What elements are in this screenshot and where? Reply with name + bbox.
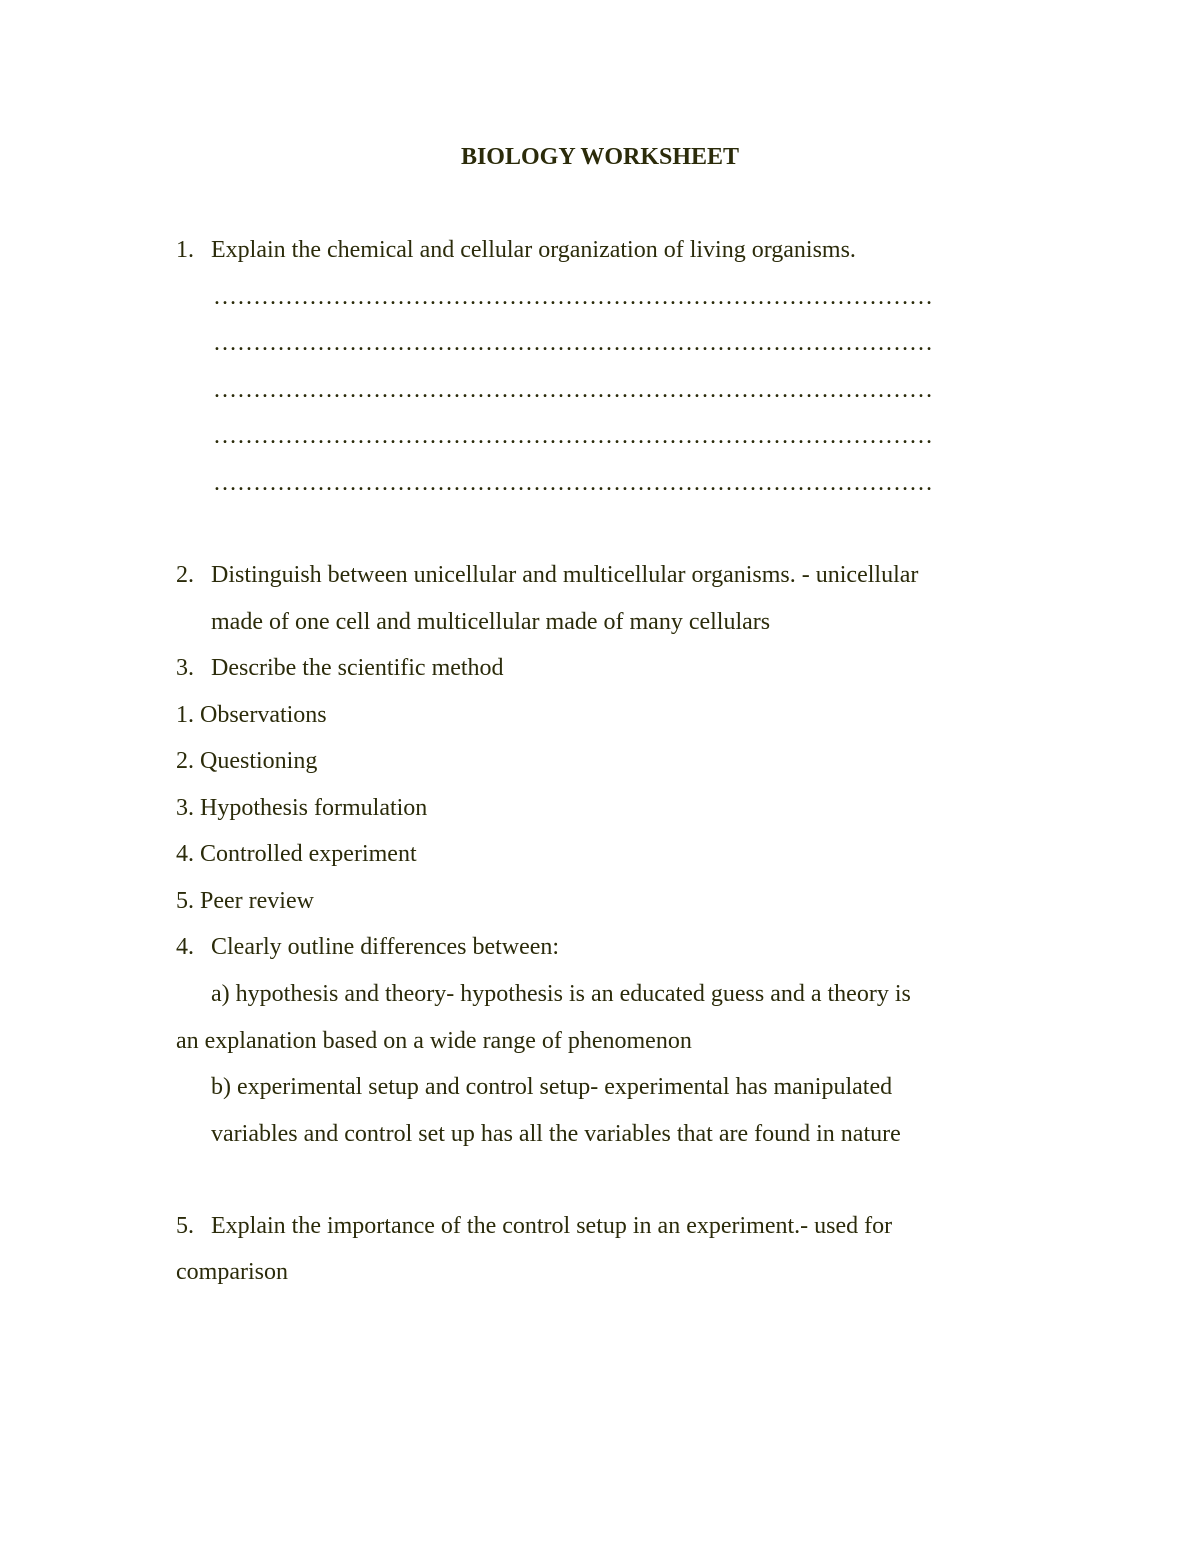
q5-answer-continued: comparison [176, 1259, 288, 1285]
q4-number: 4. [176, 934, 194, 960]
q2-text: Distinguish between unicellular and multicellular organisms. - unicellular [211, 562, 919, 588]
q3-step: 2. Questioning [176, 748, 318, 774]
q4-part-a-continued: an explanation based on a wide range of phenomenon [176, 1028, 692, 1054]
q4-part-b-continued: variables and control set up has all the variables that are found in nature [211, 1121, 901, 1147]
q2-answer: made of one cell and multicellular made of many cellulars [211, 609, 771, 635]
q3-text: Describe the scientific method [211, 655, 504, 681]
q1-answer-line: ……………………………………………………………………………… [213, 423, 933, 449]
q1-answer-line: ……………………………………………………………………………… [213, 377, 933, 403]
q2-number: 2. [176, 562, 194, 588]
q1-number: 1. [176, 237, 194, 263]
q4-text: Clearly outline differences between: [211, 934, 560, 960]
q1-text: Explain the chemical and cellular organization of living organisms. [211, 237, 856, 263]
q5-text: Explain the importance of the control setup in an experiment.- used for [211, 1213, 893, 1239]
q1-answer-line: ……………………………………………………………………………… [213, 330, 933, 356]
q3-number: 3. [176, 655, 194, 681]
q3-step: 3. Hypothesis formulation [176, 795, 428, 821]
q3-step: 5. Peer review [176, 888, 314, 914]
q5-number: 5. [176, 1213, 194, 1239]
page-title: BIOLOGY WORKSHEET [460, 144, 740, 170]
q1-answer-line: ……………………………………………………………………………… [213, 284, 933, 310]
q3-step: 1. Observations [176, 702, 327, 728]
q1-answer-line: ……………………………………………………………………………… [213, 470, 933, 496]
q3-step: 4. Controlled experiment [176, 841, 417, 867]
q4-part-a: a) hypothesis and theory- hypothesis is an educated guess and a theory is [211, 981, 911, 1007]
q4-part-b: b) experimental setup and control setup- experimental has manipulated [211, 1074, 893, 1100]
